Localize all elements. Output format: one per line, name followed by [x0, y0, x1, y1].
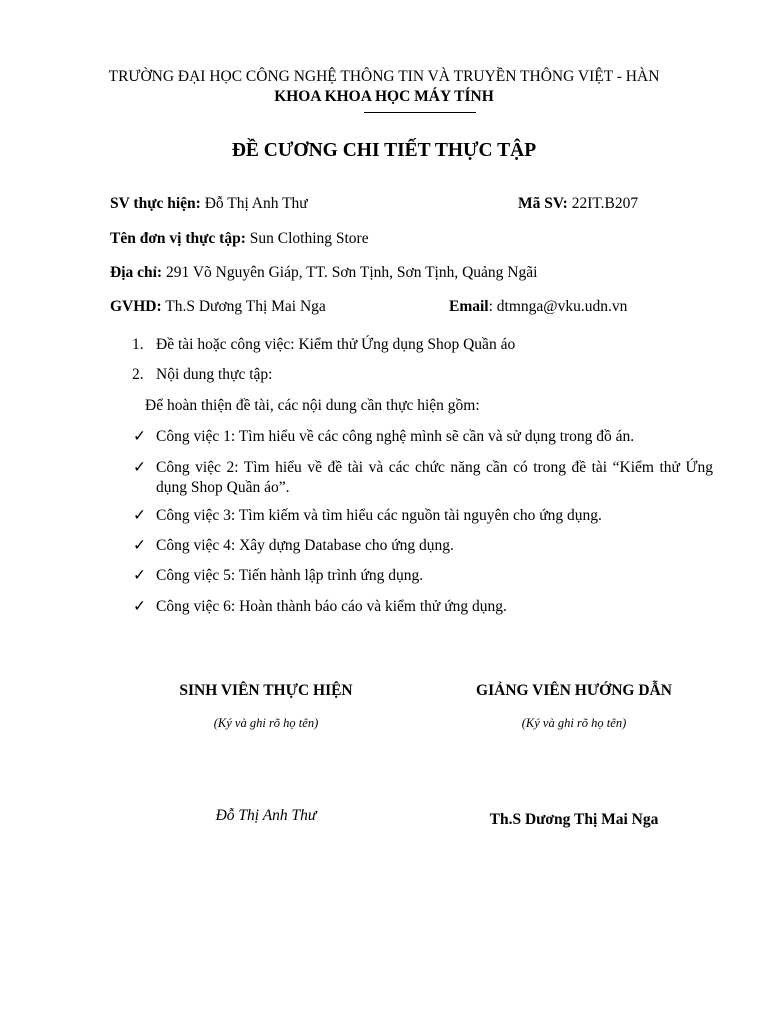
- task-item: [133, 566, 713, 586]
- unit-row: [110, 230, 369, 248]
- checkmark-icon: ✓: [133, 537, 146, 554]
- list-number: 1.: [132, 336, 144, 353]
- tasks-intro: Để hoàn thiện đề tài, các nội dung cần thực hiện gồm:: [145, 397, 480, 414]
- address-value: 291 Võ Nguyên Giáp, TT. Sơn Tịnh, Sơn Tịnh, Quảng Ngãi: [162, 264, 538, 281]
- task-item: [133, 427, 713, 447]
- address-label: Địa chỉ:: [110, 264, 163, 281]
- checkmark-icon: ✓: [133, 507, 146, 524]
- checkmark-icon: ✓: [133, 428, 146, 445]
- advisor-signature-heading: GIẢNG VIÊN HƯỚNG DẪN: [476, 682, 672, 699]
- task-text: Công việc 1: Tìm hiểu về các công nghệ mình sẽ cần và sử dụng trong đồ án.: [156, 428, 635, 445]
- student-id-field: [518, 195, 638, 213]
- student-id-value: 22IT.B207: [567, 195, 639, 212]
- checkmark-icon: ✓: [133, 598, 146, 615]
- student-id-label: Mã SV:: [518, 195, 568, 212]
- list-item: [132, 336, 515, 354]
- task-item: [133, 536, 713, 556]
- faculty-underline: [364, 112, 476, 113]
- address-row: [110, 264, 537, 282]
- student-signature-name: Đỗ Thị Anh Thư: [215, 807, 317, 824]
- checkmark-icon: ✓: [133, 459, 146, 476]
- faculty-name: KHOA KHOA HỌC MÁY TÍNH: [274, 88, 494, 105]
- list-text: Nội dung thực tập:: [156, 366, 273, 383]
- list-text: Đề tài hoặc công việc: Kiểm thử Ứng dụng Shop Quần áo: [156, 336, 516, 353]
- task-text: Công việc 5: Tiến hành lập trình ứng dụng.: [156, 567, 424, 584]
- advisor-signature-note: (Ký và ghi rõ họ tên): [521, 716, 627, 730]
- email-value: : dtmnga@vku.udn.vn: [488, 298, 628, 315]
- advisor-row: [110, 298, 326, 316]
- list-number: 2.: [132, 366, 144, 383]
- email-label: Email: [449, 298, 489, 315]
- unit-value: Sun Clothing Store: [245, 230, 369, 247]
- university-name: TRƯỜNG ĐẠI HỌC CÔNG NGHỆ THÔNG TIN VÀ TRUYỀN THÔNG VIỆT - HÀN: [108, 68, 660, 85]
- student-row: [110, 195, 308, 213]
- advisor-label: GVHD:: [110, 298, 162, 315]
- task-text: Công việc 3: Tìm kiếm và tìm hiểu các nguồn tài nguyên cho ứng dụng.: [156, 507, 602, 524]
- student-value: Đỗ Thị Anh Thư: [200, 195, 308, 212]
- task-item: [133, 458, 713, 498]
- student-signature-heading: SINH VIÊN THỰC HIỆN: [179, 682, 353, 699]
- document-title: ĐỀ CƯƠNG CHI TIẾT THỰC TẬP: [231, 140, 537, 161]
- unit-label: Tên đơn vị thực tập:: [110, 230, 246, 247]
- student-label: SV thực hiện:: [110, 195, 201, 212]
- task-item: [133, 597, 713, 617]
- email-field: [449, 298, 627, 316]
- student-signature-note: (Ký và ghi rõ họ tên): [213, 716, 319, 730]
- task-text: Công việc 2: Tìm hiểu về đề tài và các chức năng cần có trong đề tài “Kiểm thử Ứng dụng Shop Quần áo”.: [156, 459, 713, 496]
- task-text: Công việc 4: Xây dựng Database cho ứng dụng.: [156, 537, 454, 554]
- checkmark-icon: ✓: [133, 567, 146, 584]
- list-item: [132, 366, 272, 384]
- advisor-signature-name: Th.S Dương Thị Mai Nga: [489, 811, 659, 828]
- advisor-value: Th.S Dương Thị Mai Nga: [161, 298, 326, 315]
- task-text: Công việc 6: Hoàn thành báo cáo và kiểm thử ứng dụng.: [156, 598, 507, 615]
- task-item: [133, 506, 713, 526]
